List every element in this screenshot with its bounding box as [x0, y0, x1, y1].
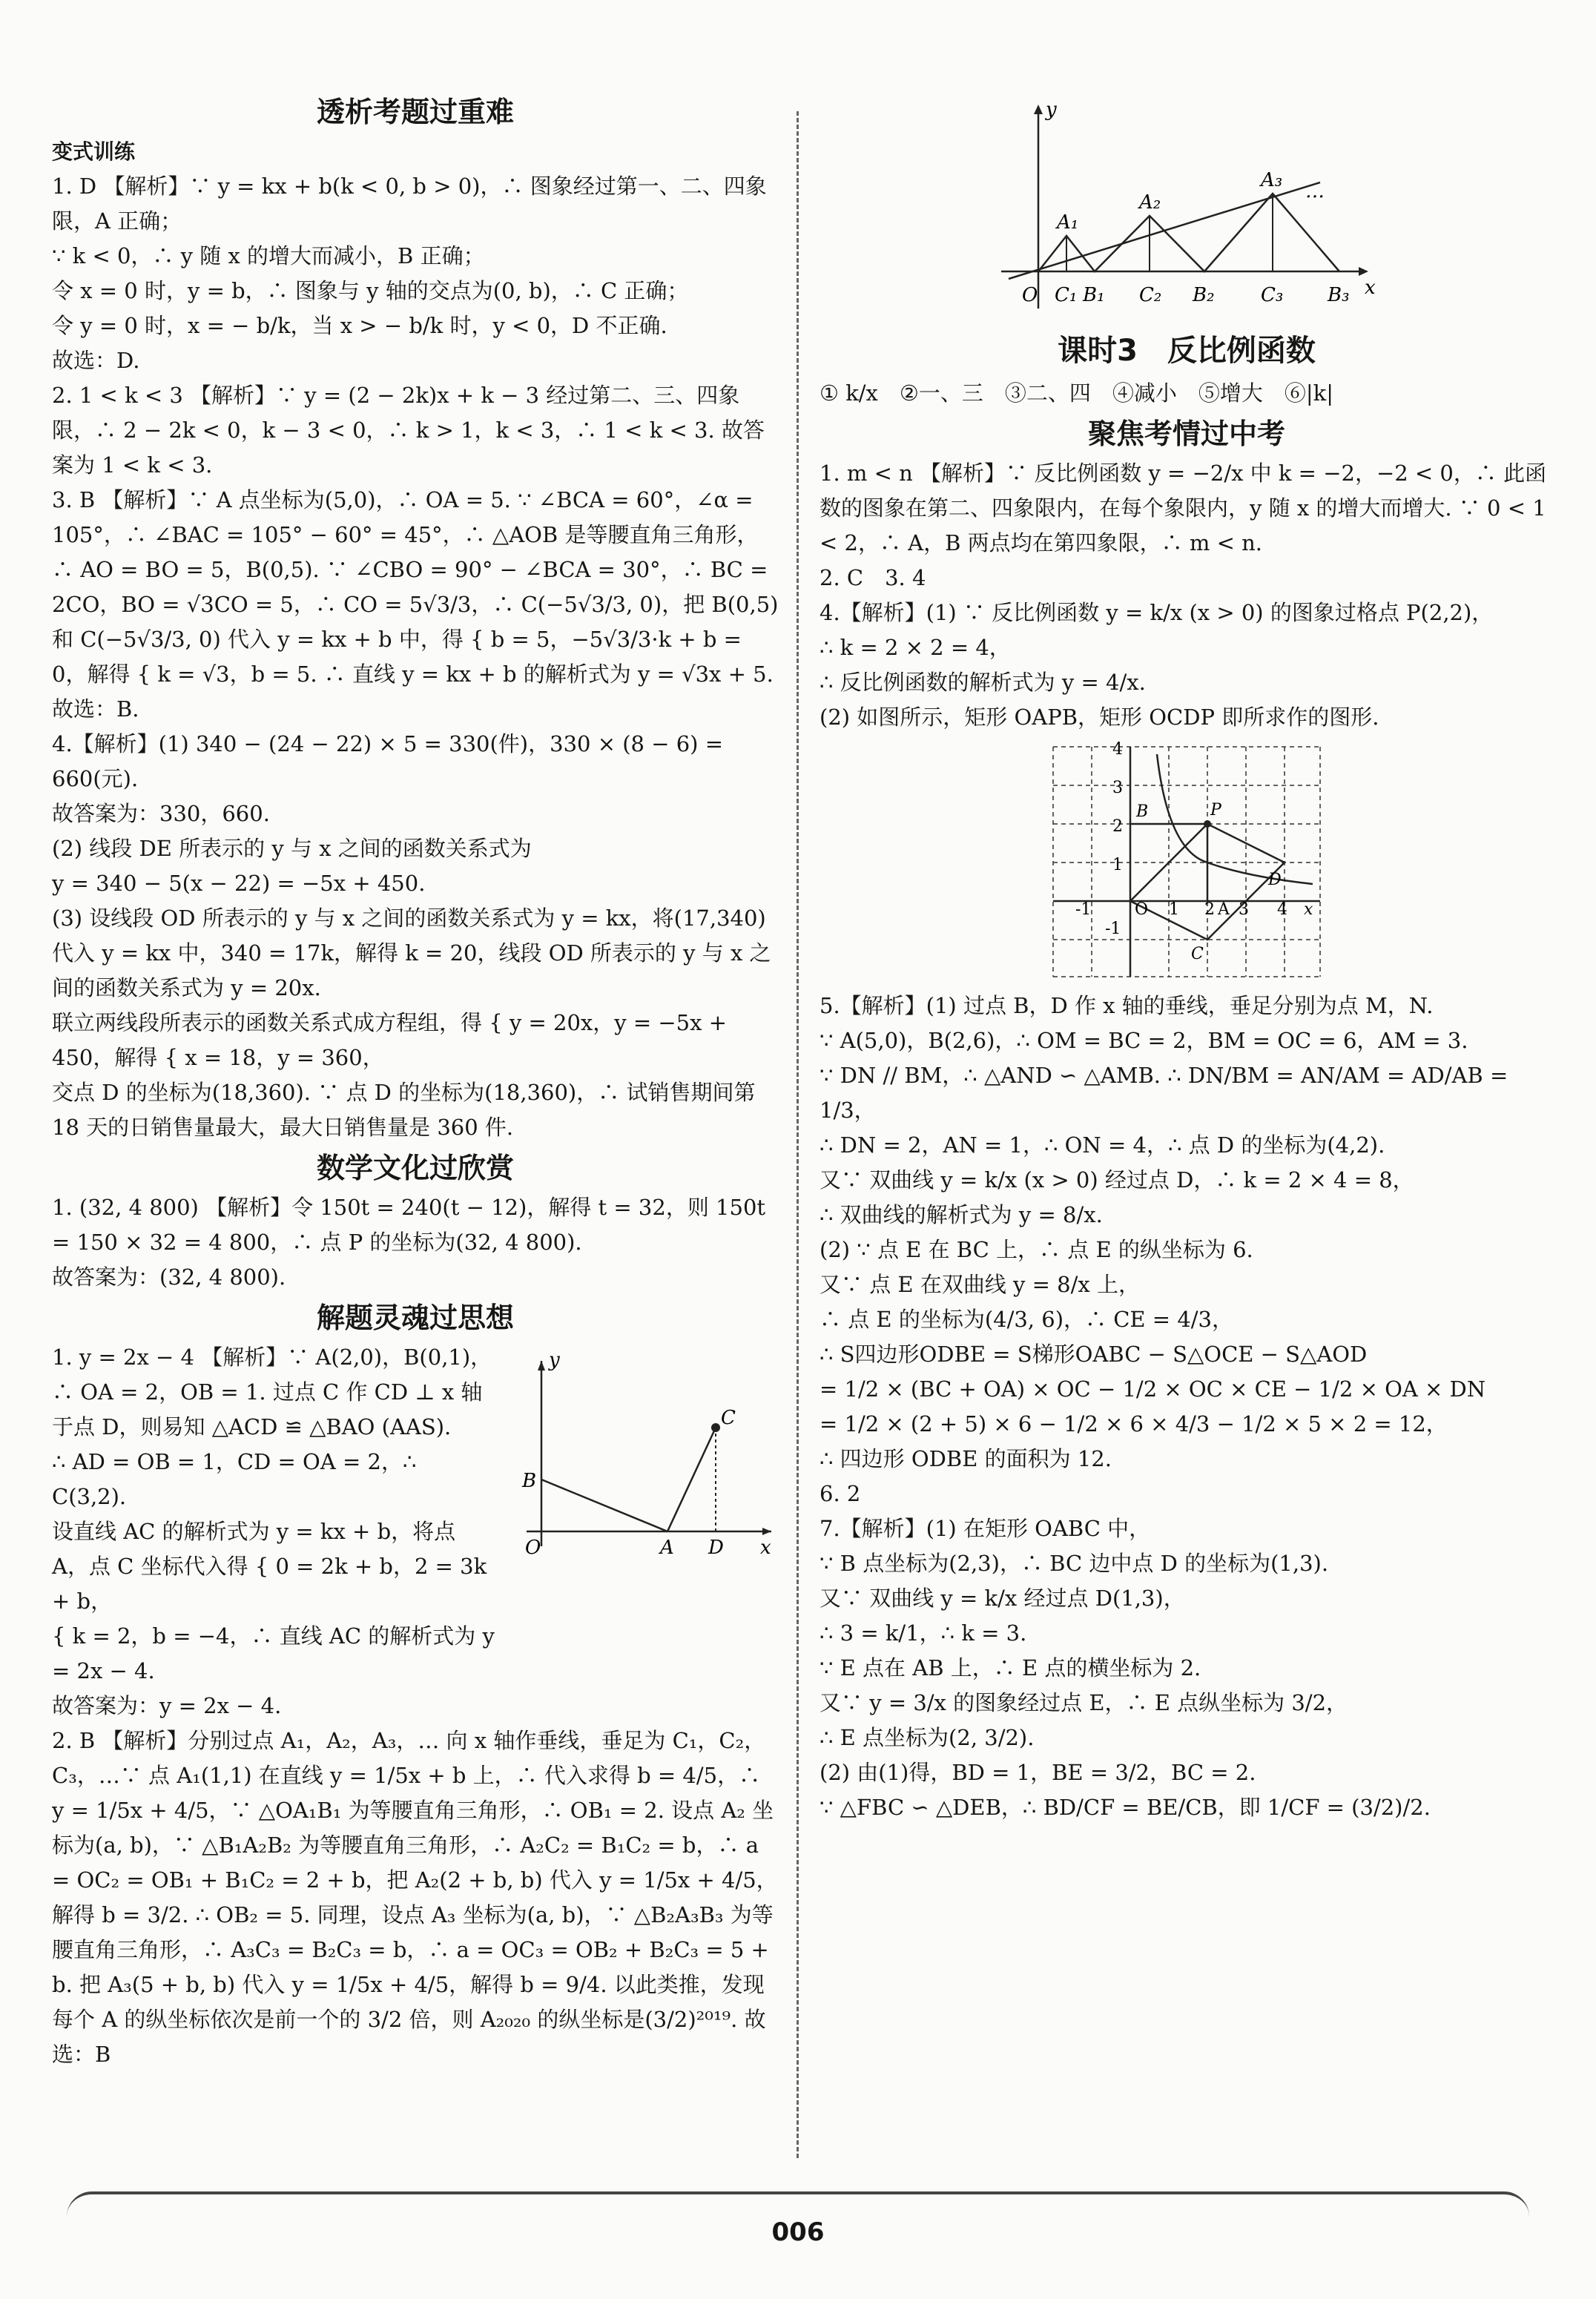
fig-label: 1 — [1169, 900, 1179, 919]
fig-label: A₁ — [1057, 211, 1079, 234]
segment-ac — [667, 1428, 716, 1531]
fig-label: 1 — [1112, 856, 1123, 874]
fig-label: C₂ — [1139, 284, 1162, 306]
point-c — [711, 1423, 720, 1432]
fig-label: D — [708, 1537, 724, 1557]
fig-label: C — [721, 1407, 736, 1429]
fig-label: A — [660, 1537, 674, 1557]
fig-label: B — [522, 1470, 537, 1492]
fig-label: D — [1268, 871, 1282, 889]
fig-label: x — [1365, 277, 1376, 299]
section-title-1: 透析考题过重难 — [316, 96, 514, 128]
answer-item: 2. 1 < k < 3 【解析】∵ y = (2 − 2k)x + k − 3 经过第二、三、四象限，∴ 2 − 2k < 0，k − 3 < 0，∴ k > 1，k < 3，∴ 1 < k < 3. 故答案为 1 < k < 3. — [52, 383, 765, 478]
fig-label: y — [1046, 99, 1057, 121]
zigzag — [1038, 194, 1339, 271]
fig-label: C₁ — [1055, 284, 1078, 306]
fig-label: O — [525, 1537, 541, 1557]
answer-item: 2. C 3. 4 — [820, 565, 926, 590]
curve — [1157, 754, 1313, 884]
fig-label: y — [549, 1350, 560, 1371]
answer-item: 1. D 【解析】∵ y = kx + b(k < 0, b > 0)，∴ 图象经过第一、二、四象限，A 正确； ∵ k < 0，∴ y 随 x 的增大而减小，B 正确； 令 x = 0 时，y = b，∴ 图象与 y 轴的交点为(0, b)，∴ C 正确； 令 y = 0 时，x = − b/k，当 x > − b/k 时，y < 0，D 不正确. 故选：D. — [52, 174, 767, 373]
fig-label: C₃ — [1261, 284, 1284, 306]
fig-label: 4 — [1277, 900, 1287, 919]
fig-label: 3 — [1239, 900, 1249, 919]
fig-label: A — [1218, 900, 1230, 919]
fig-label: x — [1304, 900, 1313, 919]
section-title-2: 数学文化过欣赏 — [316, 1152, 514, 1184]
footer-rule — [67, 2191, 1529, 2217]
zigzag-figure — [994, 93, 1379, 323]
fig-label: A₃ — [1261, 169, 1283, 191]
answer-item: 3. B 【解析】∵ A 点坐标为(5,0)，∴ OA = 5. ∵ ∠BCA = 60°，∠α = 105°，∴ ∠BAC = 105° − 60° = 45°，∴ △AOB 是等腰直角三角形，∴ AO = BO = 5，B(0,5). ∵ ∠CBO = 90° − ∠BCA = 30°，∴ BC = 2CO，BO = √3CO = 5，∴ CO = 5√3/3，∴ C(−5√3/3, 0)，把 B(0,5) 和 C(−5√3/3, 0) 代入 y = kx + b 中，得 { b = 5，−5√3/3·k + b = 0，解得 { k = √3，b = 5. ∴ 直线 y = kx + b 的解析式为 y = √3x + 5. 故选：B. — [52, 487, 785, 722]
fig-label: O — [1022, 284, 1038, 306]
answer-item: 1. m < n 【解析】∵ 反比例函数 y = −2/x 中 k = −2，−2 < 0，∴ 此函数的图象在第二、四象限内，在每个象限内，y 随 x 的增大而增大. ∵ 0 < 1 < 2，∴ A，B 两点均在第四象限，∴ m < n. — [820, 461, 1553, 555]
right-column — [820, 89, 1554, 1825]
fig-label: 2 — [1204, 900, 1215, 919]
fig-label: B₁ — [1083, 284, 1105, 306]
fig-label: -1 — [1105, 920, 1121, 938]
lesson-answers: ① k/x ②一、三 ③二、四 ④减小 ⑤增大 ⑥|k| — [820, 380, 1334, 406]
section-title-4: 聚焦考情过中考 — [1087, 418, 1285, 450]
fig-label: A₂ — [1139, 191, 1161, 214]
fig-label: P — [1210, 801, 1221, 819]
answer-item: 1. y = 2x − 4 【解析】∵ A(2,0)，B(0,1)，∴ OA = 2，OB = 1. 过点 C 作 CD ⊥ x 轴于点 D，则易知 △ACD ≌ △BAO (AAS). ∴ AD = OB = 1，CD = OA = 2，∴ C(3,2). 设直线 AC 的解析式为 y = kx + b，将点 A，点 C 坐标代入得 { 0 = 2k + b，2 = 3k + b， { k = 2，b = −4，∴ 直线 AC 的解析式为 y = 2x − 4. 故答案为：y = 2x − 4. — [52, 1345, 495, 1718]
answer-item: 6. 2 — [820, 1481, 861, 1506]
fig-label: x — [760, 1537, 771, 1557]
answer-item: 5.【解析】(1) 过点 B，D 作 x 轴的垂线，垂足分别为点 M，N. ∵ A(5,0)，B(2,6)，∴ OM = BC = 2，BM = OC = 6，AM = 3. ∵ DN // BM，∴ △AND ∽ △AMB. ∴ DN/BM = AN/AM = AD/AB = 1/3， ∴ DN = 2，AN = 1，∴ ON = 4，∴ 点 D 的坐标为(4,2). 又∵ 双曲线 y = k/x (x > 0) 经过点 D，∴ k = 2 × 4 = 8， ∴ 双曲线的解析式为 y = 8/x. (2) ∵ 点 E 在 BC 上，∴ 点 E 的纵坐标为 6. 又∵ 点 E 在双曲线 y = 8/x 上， ∴ 点 E 的坐标为(4/3, 6)，∴ CE = 4/3， ∴ S四边形ODBE = S梯形OABC − S△OCE − S△AOD = 1/2 × (BC + OA) × OC − 1/2 × OC × CE − 1/2 × OA × DN = 1/2 × (2 + 5) × 6 − 1/2 × 6 × 4/3 − 1/2 × 5 × 2 = 12， ∴ 四边形 ODBE 的面积为 12. — [820, 993, 1508, 1471]
fig-label: 4 — [1112, 740, 1123, 759]
grid-lines — [1053, 747, 1320, 977]
fig-label: -1 — [1075, 900, 1092, 919]
segment-ba — [541, 1480, 667, 1531]
fig-label: 3 — [1112, 779, 1123, 797]
section-title-3: 解题灵魂过思想 — [316, 1302, 514, 1334]
answer-item: 7.【解析】(1) 在矩形 OABC 中， ∵ B 点坐标为(2,3)，∴ BC 边中点 D 的坐标为(1,3). 又∵ 双曲线 y = k/x 经过点 D(1,3)， ∴ 3 = k/1，∴ k = 3. ∵ E 点在 AB 上，∴ E 点的横坐标为 2. 又∵ y = 3/x 的图象经过点 E，∴ E 点纵坐标为 3/2， ∴ E 点坐标为(2, 3/2). (2) 由(1)得，BD = 1，BE = 3/2，BC = 2. ∵ △FBC ∽ △DEB，∴ BD/CF = BE/CB，即 1/CF = (3/2)/2. — [820, 1516, 1431, 1820]
answer-item: 4.【解析】(1) 340 − (24 − 22) × 5 = 330(件)，330 × (8 − 6) = 660(元). 故答案为：330，660. (2) 线段 DE 所表示的 y 与 x 之间的函数关系式为 y = 340 − 5(x − 22) = −5x + 450. (3) 设线段 OD 所表示的 y 与 x 之间的函数关系式为 y = kx，将(17,340)代入 y = kx 中，340 = 17k，解得 k = 20，线段 OD 所表示的 y 与 x 之间的函数关系式为 y = 20x. 联立两线段所表示的函数关系式成方程组，得 { y = 20x，y = −5x + 450，解得 { x = 18，y = 360， 交点 D 的坐标为(18,360). ∵ 点 D 的坐标为(18,360)，∴ 试销售期间第 18 天的日销售量最大，最大日销售量是 360 件. — [52, 731, 771, 1140]
grid-figure — [1046, 739, 1328, 984]
fig-label: O — [1135, 900, 1149, 919]
fig-label: B — [1136, 802, 1149, 821]
column-divider — [797, 111, 799, 2158]
answer-item: 4.【解析】(1) ∵ 反比例函数 y = k/x (x > 0) 的图象过格点 P(2,2)， ∴ k = 2 × 2 = 4， ∴ 反比例函数的解析式为 y = 4/x. (2) 如图所示，矩形 OAPB，矩形 OCDP 即所求作的图形. — [820, 600, 1494, 730]
fig-label: B₂ — [1193, 284, 1215, 306]
fig-label: C — [1191, 945, 1204, 963]
page-number: 006 — [771, 2217, 825, 2247]
lesson-title: 课时3 反比例函数 — [1058, 334, 1316, 368]
triangle-figure — [504, 1350, 779, 1557]
fig-label: B₃ — [1328, 284, 1350, 306]
answer-item: 1. (32, 4 800) 【解析】令 150t = 240(t − 12)，解得 t = 32，则 150t = 150 × 32 = 4 800，∴ 点 P 的坐标为(32, 4 800). 故答案为：(32, 4 800). — [52, 1195, 766, 1290]
fig-label: … — [1305, 180, 1325, 202]
fig-label: 2 — [1112, 817, 1123, 836]
answer-item: 2. B 【解析】分别过点 A₁，A₂，A₃，… 向 x 轴作垂线，垂足为 C₁，C₂，C₃，…∵ 点 A₁(1,1) 在直线 y = 1/5x + b 上，∴ 代入求得 b = 4/5，∴ y = 1/5x + 4/5，∵ △OA₁B₁ 为等腰直角三角形，∴ OB₁ = 2. 设点 A₂ 坐标为(a, b)，∵ △B₁A₂B₂ 为等腰直角三角形，∴ A₂C₂ = B₁C₂ = b，∴ a = OC₂ = OB₁ + B₁C₂ = 2 + b，把 A₂(2 + b, b) 代入 y = 1/5x + 4/5，解得 b = 3/2. ∴ OB₂ = 5. 同理，设点 A₃ 坐标为(a, b)，∵ △B₂A₃B₃ 为等腰直角三角形，∴ A₃C₃ = B₂C₃ = b，∴ a = OC₃ = OB₂ + B₂C₃ = 5 + b. 把 A₃(5 + b, b) 代入 y = 1/5x + 4/5，解得 b = 9/4. 以此类推，发现每个 A 的纵坐标依次是前一个的 3/2 倍，则 A₂₀₂₀ 的纵坐标是(3/2)²⁰¹⁹. 故选：B — [52, 1728, 778, 2067]
subsection-title: 变式训练 — [52, 139, 136, 164]
left-column — [52, 89, 785, 2072]
